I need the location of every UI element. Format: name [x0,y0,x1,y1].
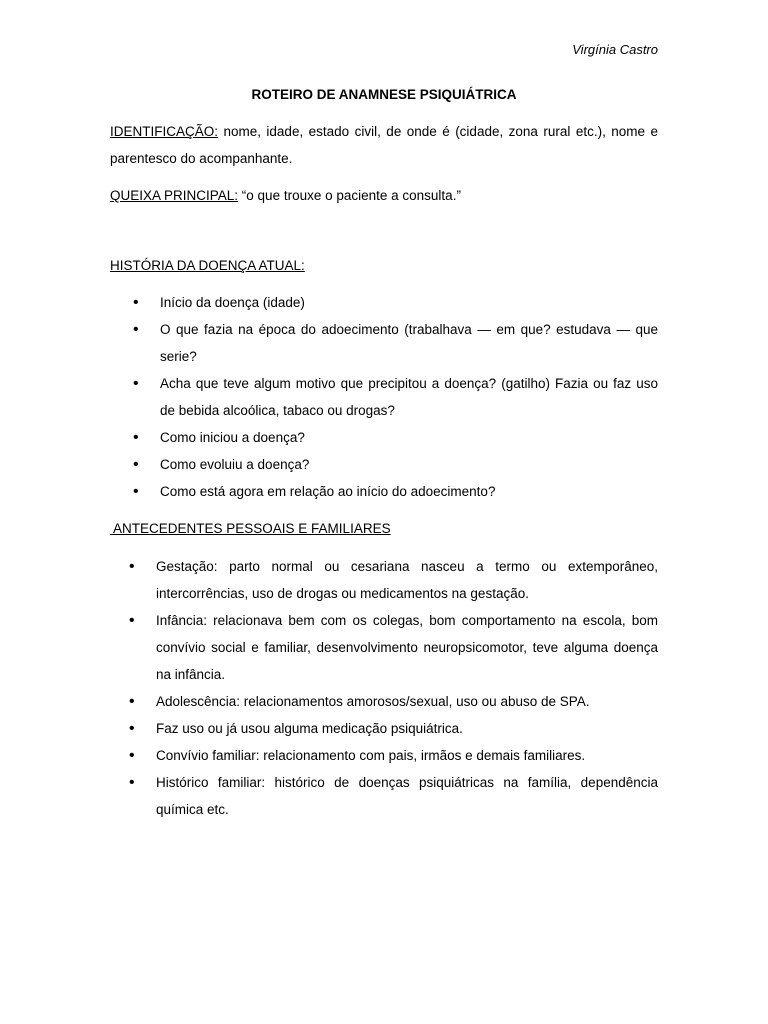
list-item: • Convívio familiar: relacionamento com pais, irmãos e demais familiares. [156,742,658,769]
list-item: • O que fazia na época do adoecimento (trabalhava — em que? estudava — que serie? [160,316,658,370]
queixa-text: “o que trouxe o paciente a consulta.” [238,188,461,203]
list-item: • Faz uso ou já usou alguma medicação psiquiátrica. [156,715,658,742]
historia-heading-text: HISTÓRIA DA DOENÇA ATUAL: [110,258,305,273]
identificacao-label: IDENTIFICAÇÃO: [110,124,219,139]
list-item: • Gestação: parto normal ou cesariana nasceu a termo ou extemporâneo, intercorrências, uso de drogas ou medicamentos na gestação. [156,553,658,607]
list-item: • Como iniciou a doença? [160,424,658,451]
list-item: • Como está agora em relação ao início do adoecimento? [160,478,658,505]
antecedentes-heading [110,515,658,542]
list-item: • Acha que teve algum motivo que precipitou a doença? (gatilho) Fazia ou faz uso de bebida alcoólica, tabaco ou drogas? [160,370,658,424]
list-item: • Infância: relacionava bem com os colegas, bom comportamento na escola, bom convívio social e familiar, desenvolvimento neuropsicomotor, teve alguma doença na infância. [156,607,658,688]
queixa-label: QUEIXA PRINCIPAL: [110,188,239,203]
list-item: • Como evoluiu a doença? [160,451,658,478]
list-item: • Adolescência: relacionamentos amorosos/sexual, uso ou abuso de SPA. [156,688,658,715]
identificacao-section [110,118,658,172]
historia-list [160,289,658,505]
antecedentes-heading-text: ANTECEDENTES PESSOAIS E FAMILIARES [110,521,391,536]
document-title: ROTEIRO DE ANAMNESE PSIQUIÁTRICA [251,87,517,102]
list-item: • Início da doença (idade) [160,289,658,316]
list-item: • Histórico familiar: histórico de doenças psiquiátricas na família, dependência química etc. [156,769,658,823]
author-name: Virgínia Castro [572,42,658,57]
queixa-section [110,182,658,209]
antecedentes-list [156,553,658,823]
historia-heading [110,252,658,279]
identificacao-text: nome, idade, estado civil, de onde é (cidade, zona rural etc.), nome e parentesco do acompanhante. [110,124,658,166]
